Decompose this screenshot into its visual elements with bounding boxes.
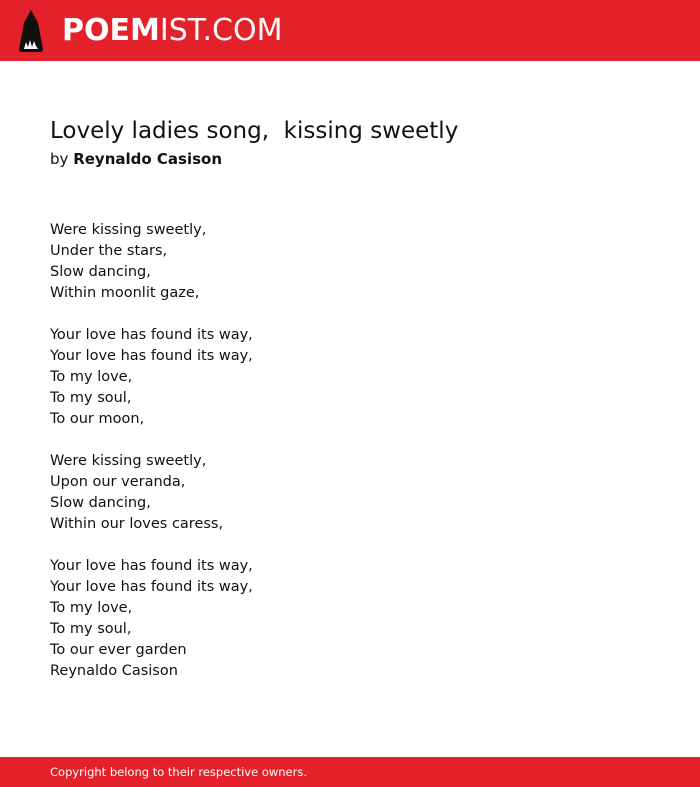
poem-byline [50,148,650,170]
by-label: by [50,150,69,168]
poem-stanza [50,451,650,535]
poem-line: Were kissing sweetly, [50,453,207,469]
poem-line: Your love has found its way, [50,348,253,364]
logo-bold-text: POEM [62,13,160,48]
poem-line: To my soul, [50,390,132,406]
poem-line: To our ever garden [50,642,187,658]
poem-line: To my love, [50,369,133,385]
poem-stanza [50,556,650,682]
poem-body [50,220,650,682]
poem-line: Your love has found its way, [50,579,253,595]
poem-line: Slow dancing, [50,495,151,511]
poem-stanza [50,220,650,304]
site-footer [0,757,700,787]
poem-line: Upon our veranda, [50,474,186,490]
poem-line: To our moon, [50,411,145,427]
poem-line: Under the stars, [50,243,168,259]
poem-line: Within our loves caress, [50,516,224,532]
poem-title: Lovely ladies song, kissing sweetly [50,118,459,144]
logo-light-text: IST.COM [159,13,283,48]
copyright-text: Copyright belong to their respective owners. [50,765,308,779]
poem-line: Were kissing sweetly, [50,222,207,238]
site-header [0,0,700,61]
poem-content [50,116,650,682]
poem-stanza [50,325,650,430]
poem-line: To my love, [50,600,133,616]
poem-author[interactable]: Reynaldo Casison [73,150,223,168]
poem-line: Within moonlit gaze, [50,285,200,301]
poem-line: Your love has found its way, [50,327,253,343]
poem-line: To my soul, [50,621,132,637]
poem-line: Slow dancing, [50,264,151,280]
poem-line: Your love has found its way, [50,558,253,574]
pencil-icon [16,9,46,53]
site-logo-link[interactable] [16,9,282,53]
poem-line: Reynaldo Casison [50,663,178,679]
logo-wordmark [62,9,282,53]
